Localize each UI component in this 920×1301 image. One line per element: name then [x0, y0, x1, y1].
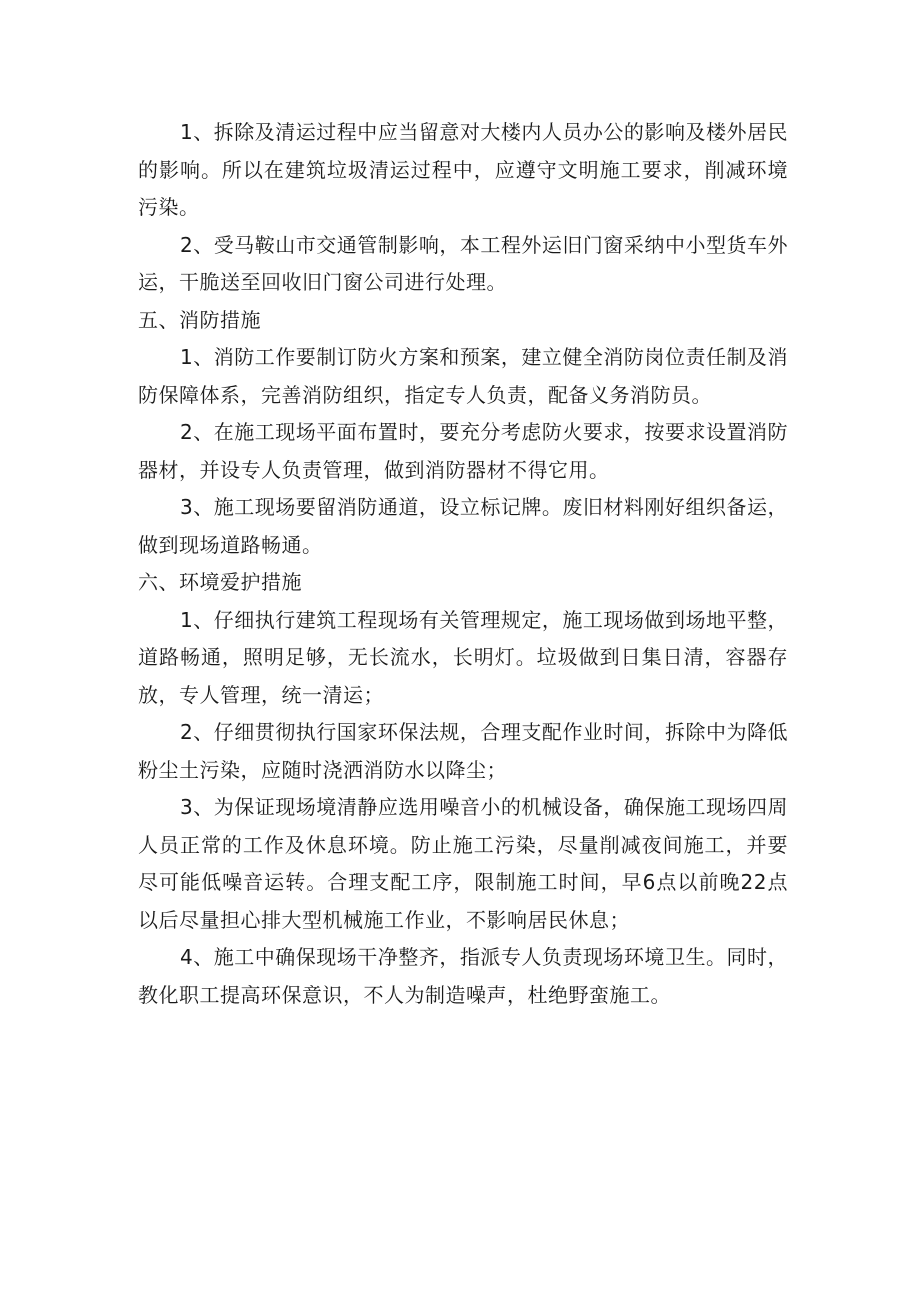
paragraph-6-1: 1、仔细执行建筑工程现场有关管理规定，施工现场做到场地平整，道路畅通，照明足够，无长流水，长明灯。垃圾做到日集日清，容器存放，专人管理，统一清运； — [138, 607, 788, 707]
paragraph-5-2: 2、在施工现场平面布置时，要充分考虑防火要求，按要求设置消防器材，并设专人负责管理，做到消防器材不得它用。 — [138, 420, 788, 482]
paragraph-5-1: 1、消防工作要制订防火方案和预案，建立健全消防岗位责任制及消防保障体系，完善消防组织，指定专人负责，配备义务消防员。 — [138, 345, 788, 407]
document-page — [138, 114, 788, 1014]
paragraph-6-2: 2、仔细贯彻执行国家环保法规，合理支配作业时间，拆除中为降低粉尘土污染，应随时浇洒消防水以降尘； — [138, 720, 788, 782]
section-heading-environment: 六、环境爱护措施 — [138, 570, 302, 594]
section-heading-fire-safety: 五、消防措施 — [138, 307, 261, 332]
paragraph-4-2: 2、受马鞍山市交通管制影响，本工程外运旧门窗采纳中小型货车外运，干脆送至回收旧门窗公司进行处理。 — [138, 232, 788, 294]
paragraph-6-3: 3、为保证现场境清静应选用噪音小的机械设备，确保施工现场四周人员正常的工作及休息环境。防止施工污染，尽量削减夜间施工，并要尽可能低噪音运转。合理支配工序，限制施工时间，早6点以前晚22点以后尽量担心排大型机械施工作业，不影响居民休息； — [138, 795, 788, 932]
paragraph-6-4: 4、施工中确保现场干净整齐，指派专人负责现场环境卫生。同时，教化职工提高环保意识，不人为制造噪声，杜绝野蛮施工。 — [138, 945, 788, 1007]
paragraph-4-1: 1、拆除及清运过程中应当留意对大楼内人员办公的影响及楼外居民的影响。所以在建筑垃圾清运过程中，应遵守文明施工要求，削减环境污染。 — [138, 120, 788, 219]
paragraph-5-3: 3、施工现场要留消防通道，设立标记牌。废旧材料刚好组织备运，做到现场道路畅通。 — [138, 495, 788, 557]
